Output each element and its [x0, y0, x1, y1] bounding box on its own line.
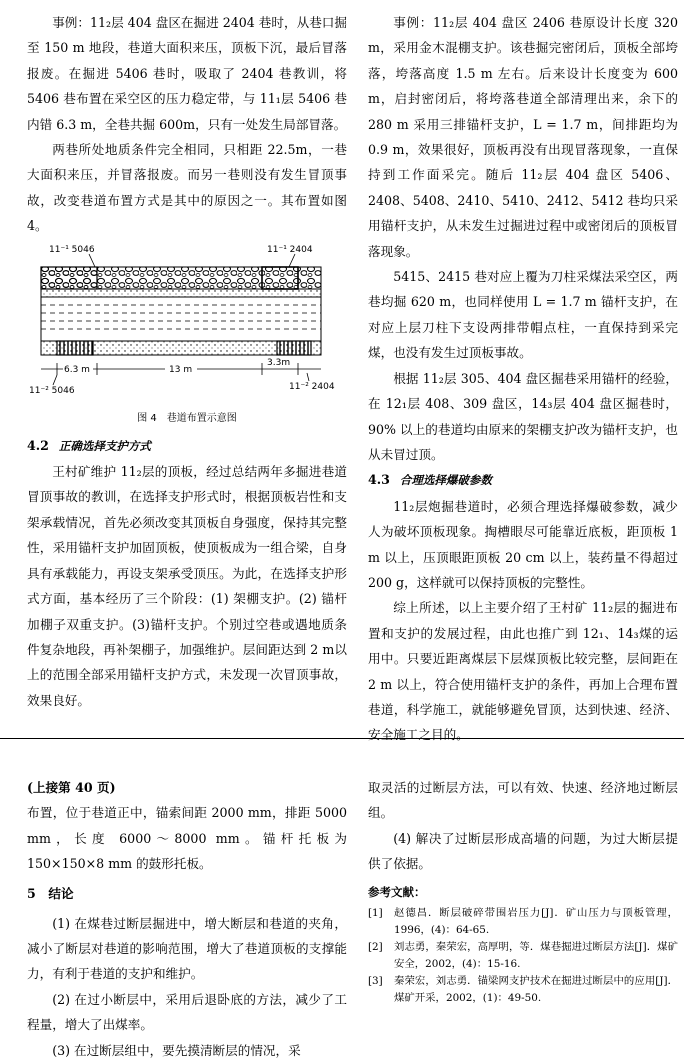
- reference-item: [368, 939, 678, 973]
- label-top-right: 11⁻¹ 2404: [267, 244, 313, 255]
- reference-item: [368, 905, 678, 939]
- continued-text: 布置，位于巷道正中，锚索间距 2000 mm，排距 5000 mm，长度 6000～8000 mm。锚杆托板为 150×150×8 mm 的鼓形托板。: [27, 805, 347, 872]
- conclusion-1: (1) 在煤巷过断层掘进中，增大断层和巷道的夹角，减小了断层对巷道的影响范围，增大了巷道顶板的支撑能力，有利于巷道的支护和维护。: [27, 915, 347, 982]
- section-title: 正确选择支护方式: [58, 438, 151, 453]
- paragraph-support-method: 王村矿维护 11₂层的顶板，经过总结两年多掘进巷道冒顶事故的教训，在选择支护形式时，根据顶板岩性和支架承载情况，首先必须改变其顶板自身强度，保持其完整性，采用锚杆支护加固顶板，使顶板成为一组合梁，自身具有承载能力，再设支架承受顶压。为此，在选择支护形式方面，基本经历了三个阶段：(1) 架棚支护。(2) 锚杆加棚子双重支护。(3)锚杆支护。个别过空巷或遇地质条件复杂地段，再补架棚子，加强维护。层间距达到 2 m以上的范围全部采用锚杆支护方式，未发现一次冒顶事故，效果良好。: [27, 464, 347, 708]
- section-heading-4-3: [368, 467, 678, 493]
- paragraph-5415-2415: 5415、2415 巷对应上覆为刀柱采煤法采空区，两巷均掘 620 m，也同样使用 L = 1.7 m 锚杆支护，在对应上层刀柱下支设两排带帽点柱，一直保持到采完煤，也没有发生过顶板事故。: [368, 269, 678, 361]
- paragraph-example-2404: 事例：11₂层 404 盘区在掘进 2404 巷时，从巷口掘至 150 m 地段，巷道大面积来压，顶板下沉，最后冒落报废。在掘进 5406 巷时，吸取了 2404 巷教训，将 5406 巷布置在采空区的压力稳定带，与 11₁层 5406 巷内错 6.3 m，全巷共掘 600m，只有一处发生局部冒落。: [27, 15, 347, 132]
- conclusion-3-continued: 取灵活的过断层方法，可以有效、快速、经济地过断层组。: [368, 780, 678, 821]
- right-column-bottom: [368, 775, 678, 1007]
- reference-number: [1]: [368, 906, 383, 919]
- conclusion-2: (2) 在过小断层中，采用后退卧底的方法，减少了工程量，增大了出煤率。: [27, 991, 347, 1033]
- section-number: 4.2: [27, 437, 49, 453]
- reference-number: [3]: [368, 974, 383, 987]
- section-title: 合理选择爆破参数: [399, 473, 492, 488]
- references-title: 参考文献：: [368, 884, 426, 899]
- reference-number: [2]: [368, 940, 383, 953]
- label-bottom-left: 11⁻² 5046: [29, 385, 75, 396]
- figure-caption: 图 4 巷道布置示意图: [137, 412, 237, 424]
- reference-text: 刘志勇，秦荣宏，高厚明，等．煤巷掘进过断层方法[J]．煤矿安全，2002，(4)：15-16.: [394, 940, 678, 970]
- conclusion-4: (4) 解决了过断层形成高墙的问题，为过大断层提供了依据。: [368, 830, 678, 872]
- conclusion-3: (3) 在过断层组中，要先摸清断层的情况，采: [52, 1042, 301, 1058]
- reference-item: [368, 973, 678, 1007]
- dimension-3-3m: 3.3m: [267, 357, 291, 368]
- reference-text: 赵德昌．断层破碎带围岩压力[J]．矿山压力与顶板管理，1996，(4)：64-65.: [394, 906, 678, 936]
- right-column-top: [368, 10, 678, 748]
- paragraph-blasting: 11₂层炮掘巷道时，必须合理选择爆破参数，减少人为破坏顶板现象。掏槽眼尽可能靠近底板，距顶板 1 m 以上，压顶眼距顶板 20 cm 以上，装药量不得超过 200 g，这样就可以保持顶板的完整性。: [368, 498, 678, 590]
- roadway-layout-diagram: [27, 241, 347, 409]
- reference-text: 秦荣宏，刘志勇．锚梁网支护技术在掘进过断层中的应用[J]．煤矿开采，2002，(1)：49-50.: [394, 974, 678, 1004]
- paragraph-experience: 根据 11₂层 305、404 盘区掘巷采用锚杆的经验，在 12₁层 408、309 盘区，14₃层 404 盘区掘巷时，90% 以上的巷道均由原来的架棚支护改为锚杆支护，也从未冒过顶。: [368, 370, 678, 462]
- left-column-bottom: [27, 775, 347, 1063]
- paragraph-example-2406: 事例：11₂层 404 盘区 2406 巷原设计长度 320 m，采用金木混棚支护。该巷掘完密闭后，顶板全部垮落，垮落高度 1.5 m 左右。后来设计长度变为 600 m，启封密闭后，将垮落巷道全部清理出来，余下的 280 m 采用三排锚杆支护，L = 1.7 m，间排距均为 0.9 m，效果很好，顶板再没有出现冒落现象，一直保持到工作面采完。随后 11₂层 404 盘区 5406、2408、5408、2410、5410、2412、5412 巷均只采用锚杆支护，从未发生过掘进过程中或密闭后的顶板冒落现象。: [368, 15, 678, 259]
- label-top-left: 11⁻¹ 5046: [49, 244, 95, 255]
- figure-roadway-layout: [27, 241, 347, 409]
- continued-from-label: (上接第 40 页): [27, 780, 116, 795]
- section-heading-4-2: [27, 433, 347, 459]
- paragraph-summary: 综上所述，以上主要介绍了王村矿 11₂层的掘进布置和支护的发展过程，由此也推广到 12₁、14₃煤的运用中。只要近距离煤层下层煤顶板比较完整，层间距在 2 m 以上，符合使用锚杆支护的条件，再加上合理布置巷道，科学施工，就能够避免冒顶，达到快速、经济、安全施工之目的。: [368, 600, 678, 743]
- continued-paragraph: [27, 775, 347, 877]
- dimension-6-3m: 6.3 m: [64, 364, 90, 375]
- dimension-13m: 13 m: [169, 364, 193, 375]
- section-divider: [0, 738, 684, 739]
- paragraph-comparison: 两巷所处地质条件完全相同，只相距 22.5m，一巷大面积来压，并冒落报废。而另一巷则没有发生冒顶事故，改变巷道布置方式是其中的原因之一。其布置如图 4。: [27, 142, 347, 234]
- left-column-top: [27, 10, 347, 713]
- label-bottom-right: 11⁻² 2404: [289, 381, 335, 392]
- section-heading-5: 5 结论: [27, 885, 74, 901]
- section-number: 4.3: [368, 472, 390, 488]
